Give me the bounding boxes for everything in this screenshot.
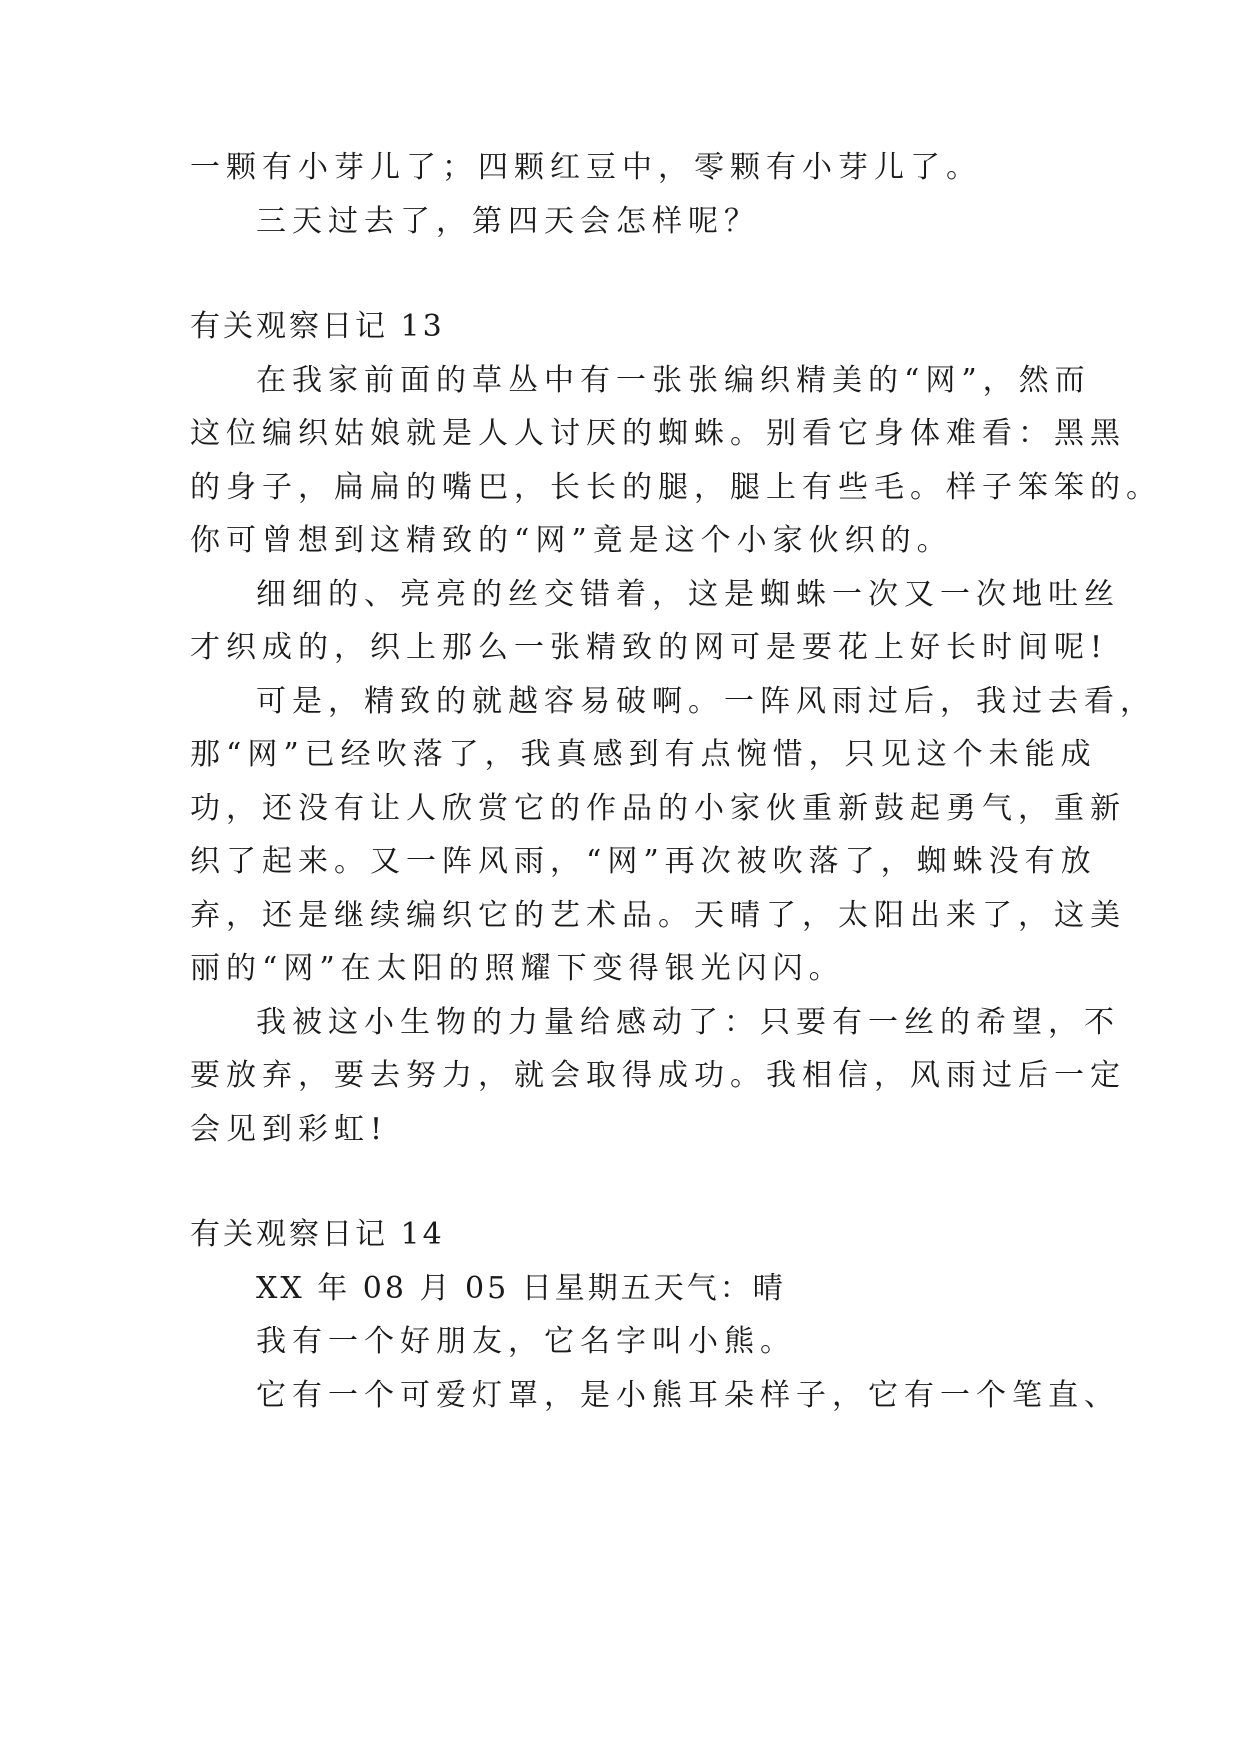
paragraph-line: 那“网”已经吹落了，我真感到有点惋惜，只见这个未能成	[190, 737, 1097, 772]
paragraph-line: 一颗有小芽儿了；四颗红豆中，零颗有小芽儿了。	[190, 150, 982, 185]
paragraph-line: 它有一个可爱灯罩，是小熊耳朵样子，它有一个笔直、	[256, 1378, 1120, 1413]
paragraph-line: 织了起来。又一阵风雨，“网”再次被吹落了，蜘蛛没有放	[190, 844, 1097, 879]
paragraph-line: 可是，精致的就越容易破啊。一阵风雨过后，我过去看，	[256, 684, 1156, 719]
paragraph-line: 功，还没有让人欣赏它的作品的小家伙重新鼓起勇气，重新	[190, 791, 1126, 826]
paragraph-line: 细细的、亮亮的丝交错着，这是蜘蛛一次又一次地吐丝	[256, 577, 1120, 612]
paragraph-line: 要放弃，要去努力，就会取得成功。我相信，风雨过后一定	[190, 1058, 1126, 1093]
paragraph-line: 会见到彩虹!	[190, 1112, 389, 1147]
paragraph-line: 弃，还是继续编织它的艺术品。天晴了，太阳出来了，这美	[190, 898, 1126, 933]
paragraph-line: 才织成的，织上那么一张精致的网可是要花上好长时间呢!	[190, 630, 1109, 665]
paragraph-line: 我被这小生物的力量给感动了：只要有一丝的希望，不	[256, 1005, 1120, 1040]
section-heading: 有关观察日记 14	[190, 1217, 445, 1252]
paragraph-line: 这位编织姑娘就是人人讨厌的蜘蛛。别看它身体难看：黑黑	[190, 416, 1126, 451]
section-heading: 有关观察日记 13	[190, 309, 445, 344]
paragraph-line: 的身子，扁扁的嘴巴，长长的腿，腿上有些毛。样子笨笨的。	[190, 470, 1162, 505]
diary-date-line: XX 年 08 月 05 日星期五天气：晴	[256, 1271, 786, 1306]
paragraph-line: 在我家前面的草丛中有一张张编织精美的“网”，然而	[256, 363, 1091, 398]
paragraph-line: 你可曾想到这精致的“网”竟是这个小家伙织的。	[190, 523, 953, 558]
paragraph-line: 我有一个好朋友，它名字叫小熊。	[256, 1324, 796, 1359]
paragraph-line: 丽的“网”在太阳的照耀下变得银光闪闪。	[190, 951, 845, 986]
paragraph-line: 三天过去了，第四天会怎样呢？	[256, 204, 760, 239]
